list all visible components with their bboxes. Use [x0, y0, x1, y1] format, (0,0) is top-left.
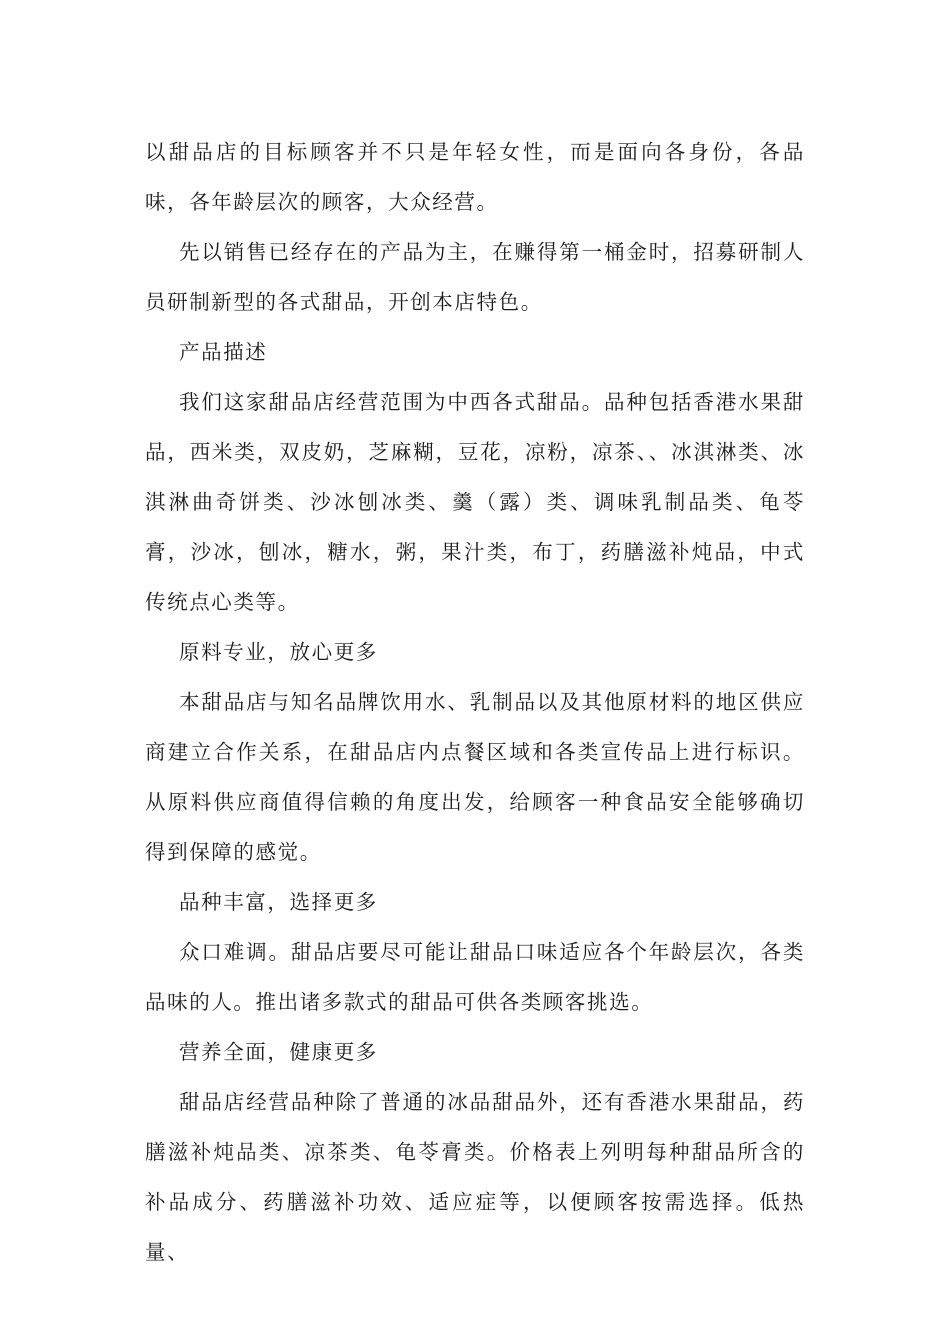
paragraph-target-customers: 以甜品店的目标顾客并不只是年轻女性，而是面向各身份，各品味，各年龄层次的顾客，大众经营。 — [145, 140, 805, 214]
paragraph-sales-strategy: 先以销售已经存在的产品为主，在赚得第一桶金时，招募研制人员研制新型的各式甜品，开创本店特色。 — [145, 240, 805, 314]
heading-nutrition: 营养全面，健康更多 — [179, 1040, 378, 1064]
paragraph-variety: 众口难调。甜品店要尽可能让甜品口味适应各个年龄层次，各类品味的人。推出诸多款式的甜品可供各类顾客挑选。 — [145, 940, 805, 1014]
heading-product-description: 产品描述 — [179, 340, 268, 364]
paragraph-suppliers: 本甜品店与知名品牌饮用水、乳制品以及其他原材料的地区供应商建立合作关系，在甜品店内点餐区域和各类宣传品上进行标识。从原料供应商值得信赖的角度出发，给顾客一种食品安全能够确切得到保障的感觉。 — [145, 690, 805, 864]
document-body — [145, 127, 805, 1277]
heading-rich-variety: 品种丰富，选择更多 — [179, 890, 378, 914]
heading-professional-ingredients: 原料专业，放心更多 — [179, 640, 378, 664]
paragraph-product-range: 我们这家甜品店经营范围为中西各式甜品。品种包括香港水果甜品，西米类，双皮奶，芝麻糊，豆花，凉粉，凉茶、、冰淇淋类、冰淇淋曲奇饼类、沙冰刨冰类、羹（露）类、调味乳制品类、龟苓膏，沙冰，刨冰，糖水，粥，果汁类，布丁，药膳滋补炖品，中式传统点心类等。 — [145, 390, 805, 614]
paragraph-nutrition: 甜品店经营品种除了普通的冰品甜品外，还有香港水果甜品，药膳滋补炖品类、凉茶类、龟苓膏类。价格表上列明每种甜品所含的补品成分、药膳滋补功效、适应症等，以便顾客按需选择。低热量、 — [145, 1090, 805, 1264]
